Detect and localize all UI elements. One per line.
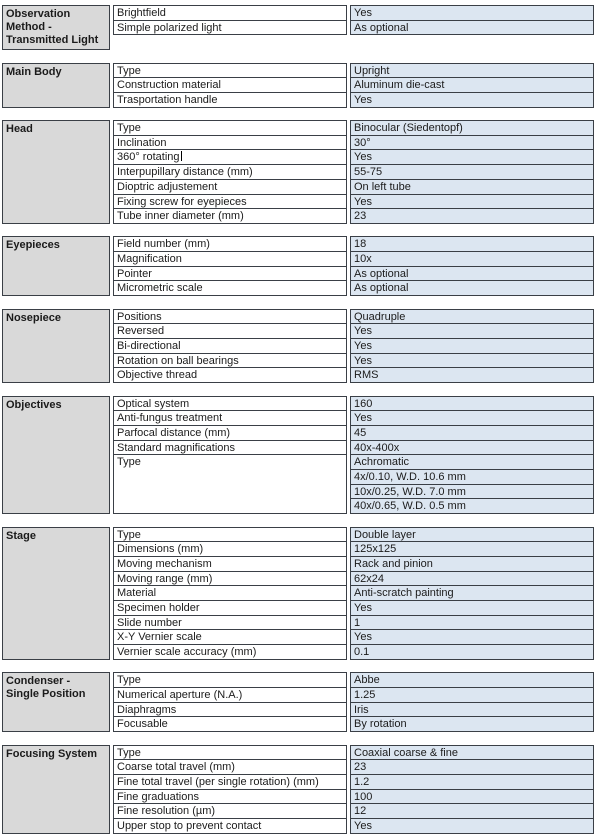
spec-property-cell[interactable] bbox=[113, 745, 347, 761]
property-label: Objective thread bbox=[117, 369, 198, 382]
property-label: Standard magnifications bbox=[117, 441, 236, 454]
value-text: Quadruple bbox=[354, 310, 406, 323]
text-cursor bbox=[181, 151, 182, 161]
property-label: Construction material bbox=[117, 79, 221, 92]
spec-table bbox=[2, 5, 600, 834]
value-text: 10x bbox=[354, 253, 372, 266]
spec-property-cell[interactable] bbox=[113, 367, 347, 383]
spec-value-cell[interactable] bbox=[350, 469, 594, 485]
value-text: Anti-scratch painting bbox=[354, 587, 454, 600]
spec-value-cell[interactable] bbox=[350, 323, 594, 339]
spec-value-cell[interactable] bbox=[350, 702, 594, 718]
property-label: Specimen holder bbox=[117, 602, 200, 615]
property-label: Coarse total travel (mm) bbox=[117, 761, 235, 774]
section-title: Observation Method - Transmitted Light bbox=[6, 8, 99, 46]
spec-value-cell[interactable] bbox=[350, 396, 594, 412]
property-label: Focusable bbox=[117, 718, 168, 731]
spec-value-cell[interactable] bbox=[350, 498, 594, 514]
property-label: Material bbox=[117, 587, 157, 600]
property-label: Numerical aperture (N.A.) bbox=[117, 688, 243, 701]
value-text: 100 bbox=[354, 790, 373, 803]
spec-value-cell[interactable] bbox=[350, 425, 594, 441]
property-column bbox=[113, 63, 347, 108]
value-text: 23 bbox=[354, 761, 367, 774]
spec-property-cell[interactable] bbox=[113, 556, 347, 572]
spec-value-cell[interactable] bbox=[350, 789, 594, 805]
spec-property-cell[interactable] bbox=[113, 440, 347, 456]
spec-section bbox=[2, 527, 600, 660]
property-column bbox=[113, 120, 347, 224]
property-label: Optical system bbox=[117, 397, 190, 410]
spec-property-cell[interactable] bbox=[113, 236, 347, 252]
property-label: Interpupillary distance (mm) bbox=[117, 166, 253, 179]
value-text: By rotation bbox=[354, 718, 407, 731]
spec-property-cell[interactable] bbox=[113, 149, 347, 165]
value-text: Yes bbox=[354, 340, 372, 352]
spec-value-cell[interactable] bbox=[350, 716, 594, 732]
spec-property-cell[interactable] bbox=[113, 266, 347, 282]
property-label: Vernier scale accuracy (mm) bbox=[117, 646, 257, 659]
property-label: Upper stop to prevent contact bbox=[117, 819, 262, 832]
value-column bbox=[350, 63, 594, 108]
value-text: Upright bbox=[354, 64, 390, 77]
spec-property-cell[interactable] bbox=[113, 541, 347, 557]
value-text: As optional bbox=[354, 282, 409, 295]
spec-value-cell[interactable] bbox=[350, 585, 594, 601]
spec-section bbox=[2, 396, 600, 515]
spec-property-cell[interactable] bbox=[113, 179, 347, 195]
section-title: Nosepiece bbox=[6, 311, 62, 324]
spec-property-cell[interactable] bbox=[113, 600, 347, 616]
spec-property-cell[interactable] bbox=[113, 687, 347, 703]
section-title-cell[interactable] bbox=[2, 63, 110, 108]
spec-section bbox=[2, 236, 600, 296]
spec-section bbox=[2, 120, 600, 224]
section-title-cell[interactable] bbox=[2, 527, 110, 660]
property-column bbox=[113, 236, 347, 296]
property-column bbox=[113, 5, 347, 50]
property-label: X-Y Vernier scale bbox=[117, 631, 202, 644]
property-label: Positions bbox=[117, 310, 162, 323]
spec-property-cell[interactable] bbox=[113, 759, 347, 775]
section-title-cell[interactable] bbox=[2, 396, 110, 515]
property-label: 360° rotating bbox=[117, 151, 180, 164]
value-text: Yes bbox=[354, 151, 372, 164]
property-label: Simple polarized light bbox=[117, 21, 222, 34]
property-label: Pointer bbox=[117, 267, 152, 280]
value-text: 45 bbox=[354, 426, 367, 439]
spec-property-cell[interactable] bbox=[113, 92, 347, 108]
property-label: Magnification bbox=[117, 253, 182, 266]
spec-property-cell[interactable] bbox=[113, 164, 347, 180]
property-label: Dimensions (mm) bbox=[117, 543, 204, 556]
value-text: 10x/0.25, W.D. 7.0 mm bbox=[354, 485, 466, 498]
section-title: Condenser - Single Position bbox=[6, 675, 86, 701]
spec-property-cell[interactable] bbox=[113, 571, 347, 587]
spec-property-cell[interactable] bbox=[113, 425, 347, 441]
spec-value-cell[interactable] bbox=[350, 208, 594, 224]
spec-value-cell[interactable] bbox=[350, 194, 594, 210]
value-text: 18 bbox=[354, 238, 367, 251]
value-text: 1 bbox=[354, 616, 361, 629]
section-title-cell[interactable] bbox=[2, 309, 110, 383]
value-text: Yes bbox=[354, 412, 372, 425]
value-text: Iris bbox=[354, 703, 369, 716]
spec-value-cell[interactable] bbox=[350, 63, 594, 79]
spec-property-cell[interactable] bbox=[113, 527, 347, 543]
property-label: Tube inner diameter (mm) bbox=[117, 210, 244, 223]
value-text: Achromatic bbox=[354, 456, 410, 469]
property-label: Type bbox=[117, 674, 141, 687]
spec-value-cell[interactable] bbox=[350, 527, 594, 543]
spec-property-cell[interactable] bbox=[113, 615, 347, 631]
spec-property-cell[interactable] bbox=[113, 644, 347, 660]
spec-property-cell[interactable] bbox=[113, 5, 347, 21]
section-title-cell[interactable] bbox=[2, 120, 110, 224]
spec-property-cell[interactable] bbox=[113, 702, 347, 718]
value-column bbox=[350, 309, 594, 383]
value-column bbox=[350, 745, 594, 834]
spec-value-cell[interactable] bbox=[350, 571, 594, 587]
property-label: Anti-fungus treatment bbox=[117, 412, 223, 425]
property-label: Fine resolution (µm) bbox=[117, 805, 216, 818]
spec-value-cell[interactable] bbox=[350, 600, 594, 616]
spec-property-cell[interactable] bbox=[113, 208, 347, 224]
spec-value-cell[interactable] bbox=[350, 687, 594, 703]
spec-property-cell[interactable] bbox=[113, 818, 347, 834]
spec-value-cell[interactable] bbox=[350, 745, 594, 761]
value-column bbox=[350, 5, 594, 50]
property-label: Bi-directional bbox=[117, 340, 181, 352]
property-column bbox=[113, 309, 347, 383]
spec-property-cell[interactable] bbox=[113, 251, 347, 267]
spec-value-cell[interactable] bbox=[350, 644, 594, 660]
value-column bbox=[350, 527, 594, 660]
value-text: Abbe bbox=[354, 674, 380, 687]
property-label: Slide number bbox=[117, 616, 182, 629]
spec-property-cell[interactable] bbox=[113, 396, 347, 412]
spec-property-cell[interactable] bbox=[113, 672, 347, 688]
spec-value-cell[interactable] bbox=[350, 149, 594, 165]
spec-value-cell[interactable] bbox=[350, 367, 594, 383]
value-text: RMS bbox=[354, 369, 379, 382]
spec-value-cell[interactable] bbox=[350, 556, 594, 572]
spec-value-cell[interactable] bbox=[350, 759, 594, 775]
property-label: Type bbox=[117, 122, 141, 135]
property-label: Type bbox=[117, 64, 141, 77]
spec-property-cell[interactable] bbox=[113, 454, 347, 514]
value-text: 0.1 bbox=[354, 646, 370, 659]
value-text: 1.25 bbox=[354, 688, 376, 701]
spec-property-cell[interactable] bbox=[113, 120, 347, 136]
section-title-cell[interactable] bbox=[2, 236, 110, 296]
property-label: Type bbox=[117, 528, 141, 541]
property-label: Type bbox=[117, 456, 141, 469]
spec-section bbox=[2, 672, 600, 732]
spec-property-cell[interactable] bbox=[113, 353, 347, 369]
property-column bbox=[113, 396, 347, 515]
spec-value-cell[interactable] bbox=[350, 120, 594, 136]
spec-section bbox=[2, 5, 600, 50]
value-text: 23 bbox=[354, 210, 367, 223]
spec-property-cell[interactable] bbox=[113, 774, 347, 790]
value-text: Binocular (Siedentopf) bbox=[354, 122, 463, 135]
spec-value-cell[interactable] bbox=[350, 818, 594, 834]
value-text: On left tube bbox=[354, 180, 411, 193]
spec-value-cell[interactable] bbox=[350, 236, 594, 252]
property-label: Trasportation handle bbox=[117, 93, 218, 106]
spec-property-cell[interactable] bbox=[113, 194, 347, 210]
spec-property-cell[interactable] bbox=[113, 338, 347, 354]
spec-value-cell[interactable] bbox=[350, 179, 594, 195]
spec-value-cell[interactable] bbox=[350, 280, 594, 296]
property-label: Moving mechanism bbox=[117, 557, 212, 570]
value-text: 40x/0.65, W.D. 0.5 mm bbox=[354, 500, 466, 513]
section-title: Stage bbox=[6, 529, 36, 542]
value-text: Yes bbox=[354, 354, 372, 367]
spec-value-cell[interactable] bbox=[350, 5, 594, 21]
spec-section bbox=[2, 745, 600, 834]
property-label: Dioptric adjustement bbox=[117, 180, 218, 193]
spec-value-cell[interactable] bbox=[350, 309, 594, 325]
spec-value-cell[interactable] bbox=[350, 92, 594, 108]
spec-property-cell[interactable] bbox=[113, 323, 347, 339]
property-label: Fixing screw for eyepieces bbox=[117, 195, 247, 208]
value-text: Rack and pinion bbox=[354, 557, 433, 570]
spec-property-cell[interactable] bbox=[113, 280, 347, 296]
property-label: Field number (mm) bbox=[117, 238, 210, 251]
spec-value-cell[interactable] bbox=[350, 774, 594, 790]
spec-value-cell[interactable] bbox=[350, 77, 594, 93]
spec-section bbox=[2, 309, 600, 383]
value-text: 4x/0.10, W.D. 10.6 mm bbox=[354, 471, 466, 483]
property-label: Type bbox=[117, 746, 141, 759]
property-label: Fine total travel (per single rotation) (mm) bbox=[117, 775, 319, 788]
property-label: Parfocal distance (mm) bbox=[117, 426, 231, 439]
spec-property-cell[interactable] bbox=[113, 585, 347, 601]
spec-property-cell[interactable] bbox=[113, 789, 347, 805]
value-column bbox=[350, 236, 594, 296]
value-text: Yes bbox=[354, 325, 372, 338]
spec-value-cell[interactable] bbox=[350, 615, 594, 631]
value-text: Yes bbox=[354, 7, 372, 19]
property-label: Rotation on ball bearings bbox=[117, 354, 239, 367]
value-text: Aluminum die-cast bbox=[354, 79, 445, 92]
value-column bbox=[350, 120, 594, 224]
section-title: Focusing System bbox=[6, 747, 98, 760]
property-column bbox=[113, 745, 347, 834]
property-label: Moving range (mm) bbox=[117, 572, 213, 585]
spec-value-cell[interactable] bbox=[350, 629, 594, 645]
property-label: Reversed bbox=[117, 325, 165, 338]
value-text: 62x24 bbox=[354, 572, 384, 585]
spec-property-cell[interactable] bbox=[113, 20, 347, 36]
spec-value-cell[interactable] bbox=[350, 484, 594, 500]
spec-property-cell[interactable] bbox=[113, 135, 347, 151]
value-text: 1.2 bbox=[354, 775, 370, 788]
value-text: 55-75 bbox=[354, 166, 383, 179]
spec-property-cell[interactable] bbox=[113, 77, 347, 93]
value-text: Yes bbox=[354, 195, 372, 208]
spec-value-cell[interactable] bbox=[350, 410, 594, 426]
spec-section bbox=[2, 63, 600, 108]
section-title-cell[interactable] bbox=[2, 745, 110, 834]
spec-value-cell[interactable] bbox=[350, 251, 594, 267]
property-column bbox=[113, 672, 347, 732]
spec-value-cell[interactable] bbox=[350, 672, 594, 688]
spec-value-cell[interactable] bbox=[350, 338, 594, 354]
spec-property-cell[interactable] bbox=[113, 63, 347, 79]
value-text: Yes bbox=[354, 819, 372, 832]
section-title-cell[interactable] bbox=[2, 672, 110, 732]
value-text: Coaxial coarse & fine bbox=[354, 746, 458, 759]
property-label: Fine graduations bbox=[117, 790, 199, 803]
property-label: Brightfield bbox=[117, 7, 166, 19]
spec-value-cell[interactable] bbox=[350, 266, 594, 282]
value-column bbox=[350, 672, 594, 732]
value-text: 40x-400x bbox=[354, 441, 400, 454]
spec-value-cell[interactable] bbox=[350, 135, 594, 151]
section-title: Main Body bbox=[6, 65, 62, 78]
value-text: Double layer bbox=[354, 528, 416, 541]
spec-value-cell[interactable] bbox=[350, 353, 594, 369]
spec-value-cell[interactable] bbox=[350, 20, 594, 36]
value-text: Yes bbox=[354, 93, 372, 106]
spec-value-cell[interactable] bbox=[350, 164, 594, 180]
value-text: Yes bbox=[354, 602, 372, 615]
value-text: 125x125 bbox=[354, 543, 397, 556]
section-title: Head bbox=[6, 123, 33, 136]
value-text: Yes bbox=[354, 631, 372, 644]
spec-property-cell[interactable] bbox=[113, 716, 347, 732]
spec-property-cell[interactable] bbox=[113, 410, 347, 426]
value-text: 30° bbox=[354, 136, 371, 149]
section-title-cell[interactable] bbox=[2, 5, 110, 50]
spec-value-cell[interactable] bbox=[350, 454, 594, 470]
property-label: Inclination bbox=[117, 136, 167, 149]
spec-property-cell[interactable] bbox=[113, 309, 347, 325]
property-label: Diaphragms bbox=[117, 703, 177, 716]
value-column bbox=[350, 396, 594, 515]
value-text: As optional bbox=[354, 21, 409, 34]
section-title: Eyepieces bbox=[6, 239, 60, 252]
section-title: Objectives bbox=[6, 398, 62, 411]
value-text: 12 bbox=[354, 805, 367, 818]
value-text: 160 bbox=[354, 397, 373, 410]
property-label: Micrometric scale bbox=[117, 282, 203, 295]
spec-property-cell[interactable] bbox=[113, 629, 347, 645]
spec-value-cell[interactable] bbox=[350, 541, 594, 557]
property-column bbox=[113, 527, 347, 660]
value-text: As optional bbox=[354, 267, 409, 280]
spec-value-cell[interactable] bbox=[350, 440, 594, 456]
